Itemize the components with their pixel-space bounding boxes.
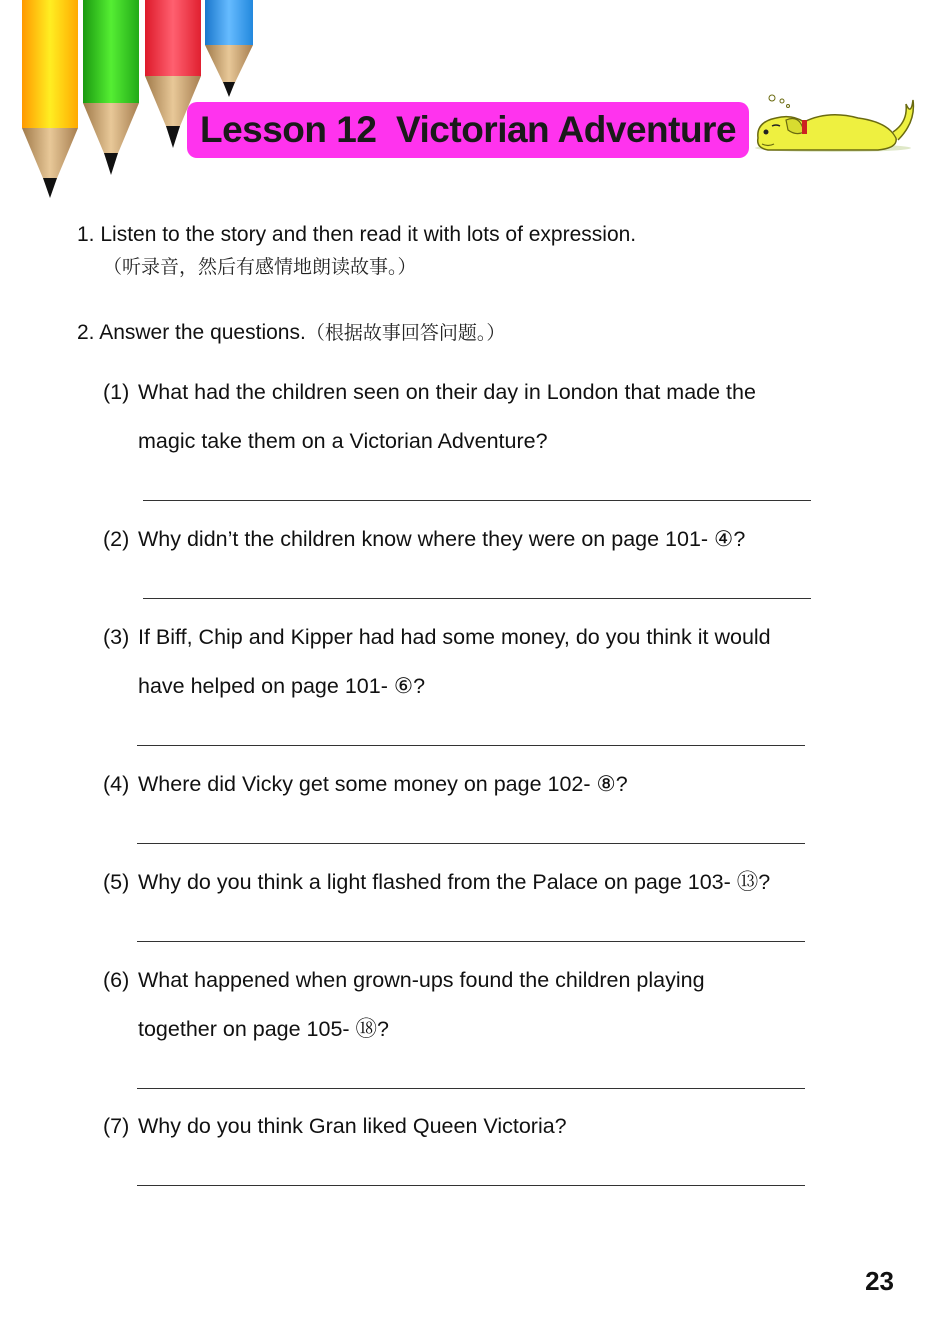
answer-line-2[interactable]: [143, 598, 811, 599]
answer-line-4[interactable]: [137, 843, 805, 844]
answer-line-6[interactable]: [137, 1088, 805, 1089]
question-number: (7): [103, 1114, 130, 1138]
instruction-1-text: 1. Listen to the story and then read it with lots of expression.: [77, 223, 637, 246]
green-pencil-icon: [83, 0, 139, 175]
instruction-1: [77, 222, 636, 248]
instruction-2: [77, 320, 505, 346]
answer-line-1[interactable]: [143, 500, 811, 501]
question-3-continued: have helped on page 101- ⑥?: [138, 674, 426, 698]
question-6: [103, 966, 705, 994]
yellow-pencil-icon: [22, 0, 78, 198]
instruction-1-chinese-text: （听录音，然后有感情地朗读故事。）: [103, 256, 417, 278]
question-number: (6): [103, 968, 130, 992]
question-number: (2): [103, 527, 130, 551]
question-1: [103, 378, 756, 406]
question-2: [103, 525, 745, 553]
question-6-continued: together on page 105- ⑱?: [138, 1017, 390, 1041]
answer-line-7[interactable]: [137, 1185, 805, 1186]
question-7: [103, 1112, 567, 1140]
question-text: Why do you think Gran liked Queen Victoria?: [138, 1114, 567, 1138]
answer-line-3[interactable]: [137, 745, 805, 746]
question-number: (3): [103, 625, 130, 649]
lesson-title-banner: [187, 102, 749, 158]
instruction-2-chinese-text: （根据故事回答问题。）: [305, 322, 506, 344]
question-number: (5): [103, 870, 130, 894]
question-text: Where did Vicky get some money on page 102- ⑧?: [138, 772, 628, 796]
instruction-2-text: 2. Answer the questions.: [77, 321, 306, 344]
question-4: [103, 770, 628, 798]
question-text: Why do you think a light flashed from the Palace on page 103- ⑬?: [138, 870, 771, 894]
question-text: What had the children seen on their day in London that made the: [138, 380, 756, 404]
lesson-title: Lesson 12 Victorian Adventure: [199, 109, 737, 150]
question-5: [103, 868, 770, 896]
question-text: If Biff, Chip and Kipper had had some money, do you think it would: [138, 625, 771, 649]
question-number: (4): [103, 772, 130, 796]
page-number: 23: [865, 1266, 894, 1296]
question-text: What happened when grown-ups found the children playing: [138, 968, 705, 992]
sleeping-dog-icon: [748, 92, 918, 162]
question-text: Why didn’t the children know where they were on page 101- ④?: [138, 527, 746, 551]
question-3: [103, 623, 771, 651]
question-1-continued: magic take them on a Victorian Adventure?: [138, 429, 548, 453]
blue-pencil-icon: [205, 0, 253, 97]
instruction-1-chinese: [103, 254, 417, 280]
answer-line-5[interactable]: [137, 941, 805, 942]
question-number: (1): [103, 380, 130, 404]
